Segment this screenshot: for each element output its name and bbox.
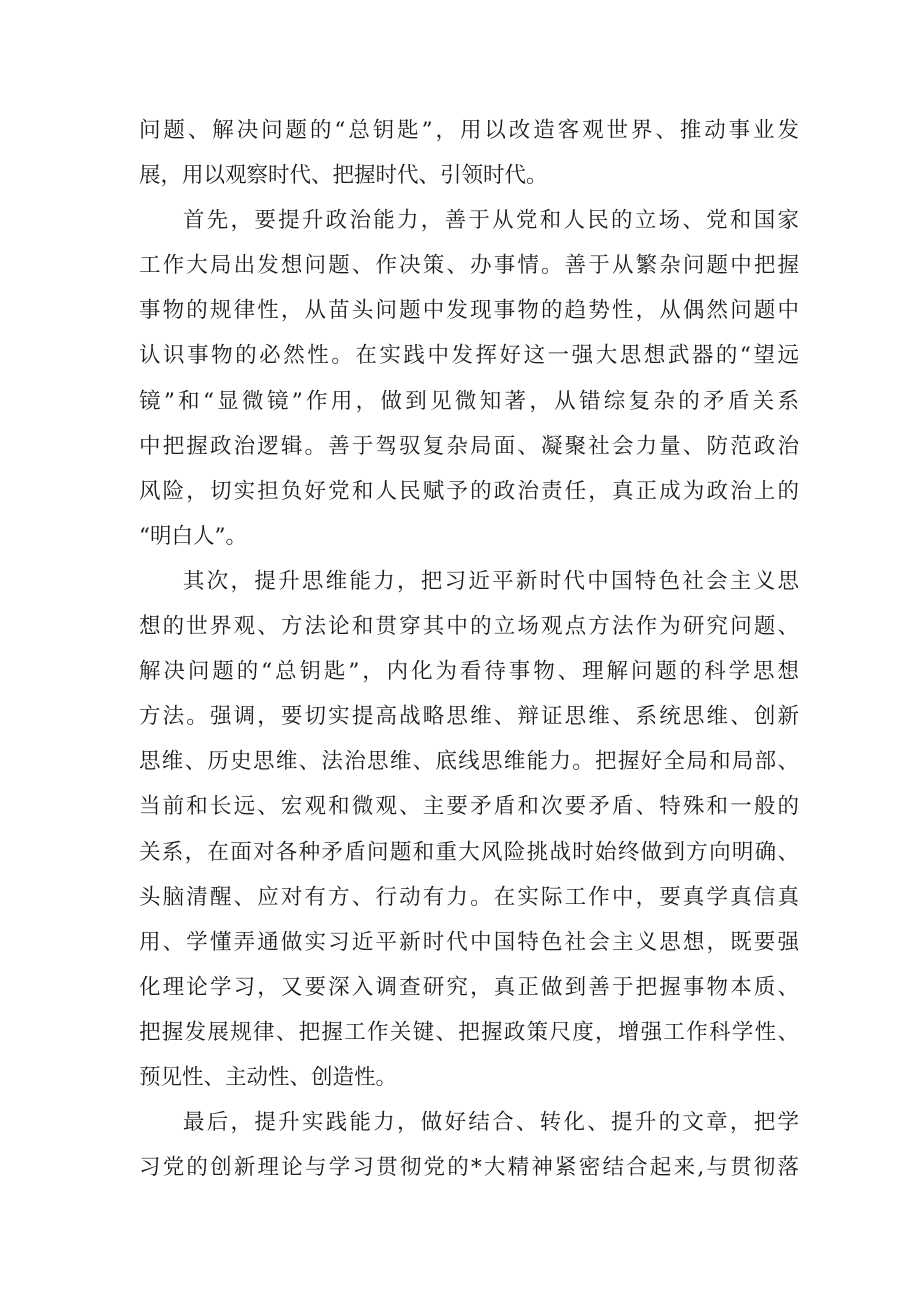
text-line: 习党的创新理论与学习贯彻党的*大精神紧密结合起来,与贯彻落 — [139, 1155, 799, 1181]
text-line: 认识事物的必然性。在实践中发挥好这一强大思想武器的“望远 — [139, 343, 799, 369]
text-line: 问题、解决问题的“总钥匙”，用以改造客观世界、推动事业发 — [139, 118, 799, 143]
text-line: 事物的规律性，从苗头问题中发现事物的趋势性，从偶然问题中 — [139, 298, 799, 324]
text-line: 思维、历史思维、法治思维、底线思维能力。把握好全局和局部、 — [139, 749, 799, 775]
paragraph — [139, 108, 799, 198]
text-line: 工作大局出发想问题、作决策、办事情。善于从繁杂问题中把握 — [139, 253, 799, 279]
text-line: 方法。强调，要切实提高战略思维、辩证思维、系统思维、创新 — [139, 704, 799, 730]
text-line: 镜”和“显微镜”作用，做到见微知著，从错综复杂的矛盾关系 — [139, 388, 799, 414]
text-line: “明白人”。 — [139, 523, 247, 549]
text-line: 首先，要提升政治能力，善于从党和人民的立场、党和国家 — [183, 208, 799, 234]
text-line: 中把握政治逻辑。善于驾驭复杂局面、凝聚社会力量、防范政治 — [139, 433, 799, 459]
text-line: 预见性、主动性、创造性。 — [139, 1064, 398, 1090]
text-line: 其次，提升思维能力，把习近平新时代中国特色社会主义思 — [183, 568, 799, 594]
text-line: 关系，在面对各种矛盾问题和重大风险挑战时始终做到方向明确、 — [139, 839, 799, 865]
text-line: 把握发展规律、把握工作关键、把握政策尺度，增强工作科学性、 — [139, 1019, 799, 1045]
document-body — [139, 108, 799, 1190]
paragraph — [139, 1100, 799, 1190]
text-line: 化理论学习，又要深入调查研究，真正做到善于把握事物本质、 — [139, 974, 799, 1000]
paragraph — [139, 559, 799, 1100]
text-line: 风险，切实担负好党和人民赋予的政治责任，真正成为政治上的 — [139, 478, 799, 504]
text-line: 想的世界观、方法论和贯穿其中的立场观点方法作为研究问题、 — [139, 614, 799, 640]
text-line: 头脑清醒、应对有方、行动有力。在实际工作中，要真学真信真 — [139, 884, 799, 910]
text-line: 最后，提升实践能力，做好结合、转化、提升的文章，把学 — [183, 1110, 799, 1136]
text-line: 解决问题的“总钥匙”，内化为看待事物、理解问题的科学思想 — [139, 659, 799, 685]
text-line: 用、学懂弄通做实习近平新时代中国特色社会主义思想，既要强 — [139, 929, 799, 955]
text-line: 展，用以观察时代、把握时代、引领时代。 — [139, 163, 548, 189]
paragraph — [139, 198, 799, 559]
text-line: 当前和长远、宏观和微观、主要矛盾和次要矛盾、特殊和一般的 — [139, 794, 799, 820]
